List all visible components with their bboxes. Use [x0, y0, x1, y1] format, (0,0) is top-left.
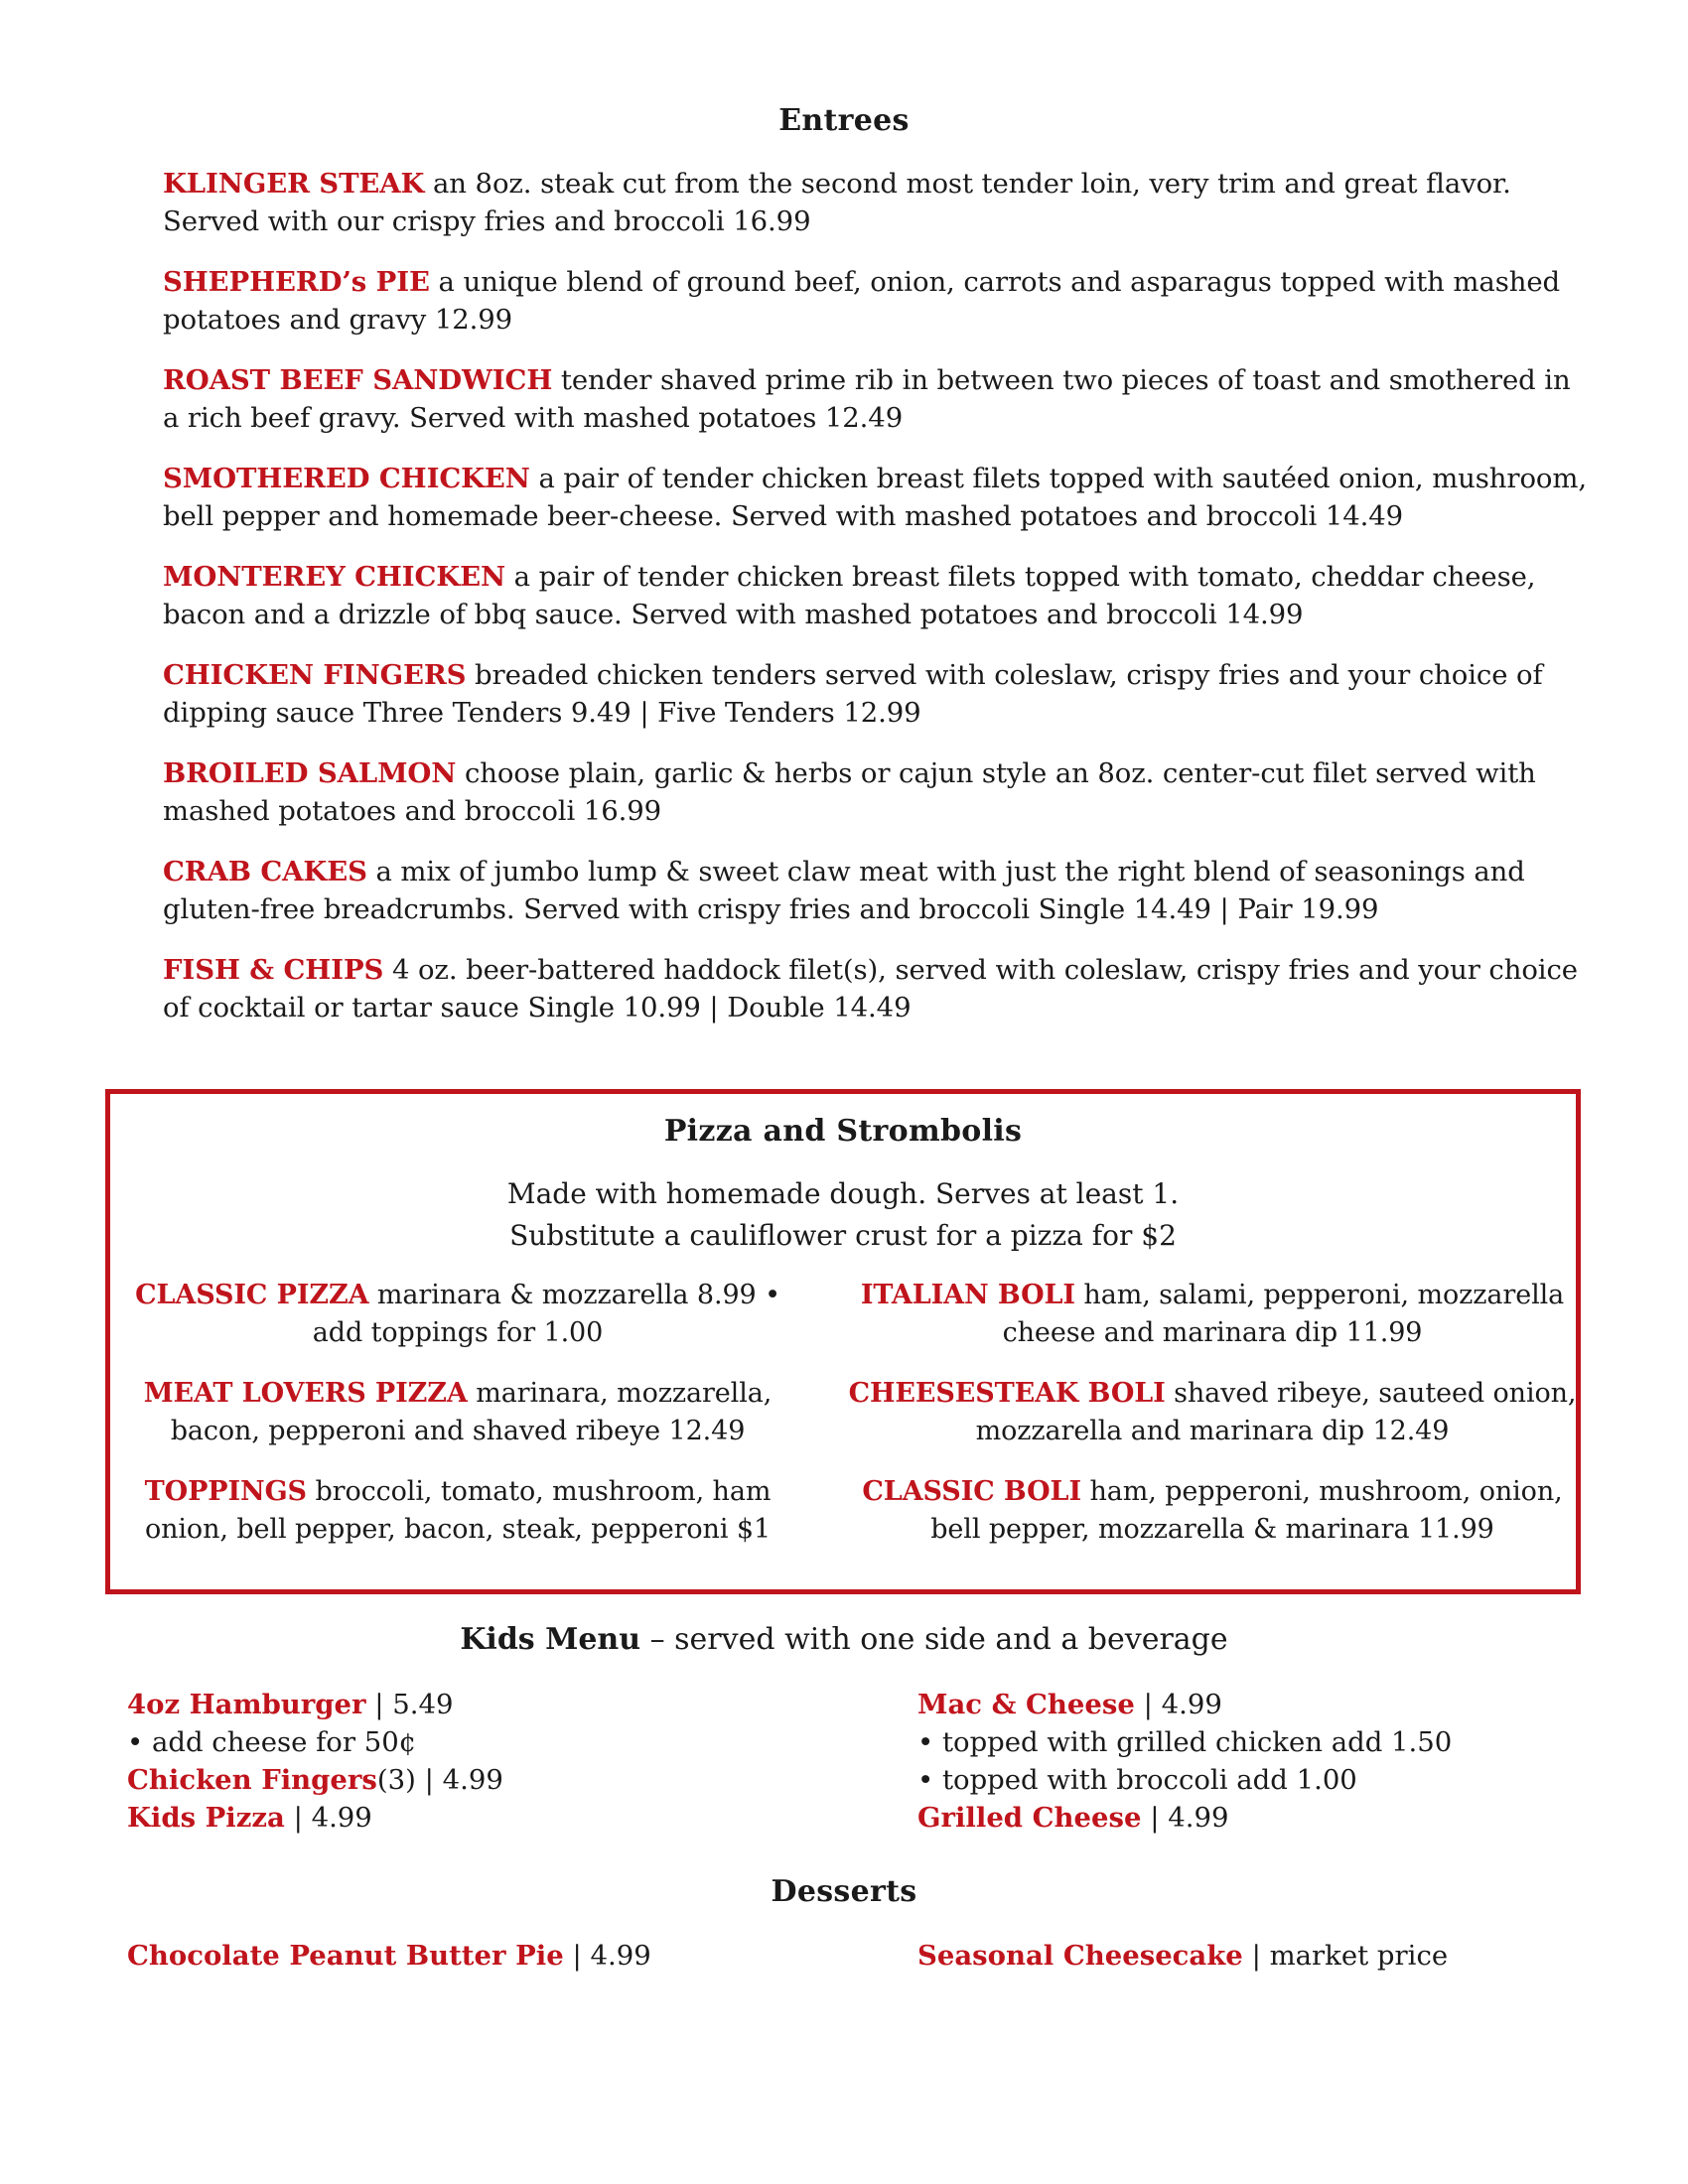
pizza-section-box: [105, 1089, 1581, 1594]
pizza-item-desc: marinara & mozzarella 8.99 • add toppings for 1.00: [312, 1280, 780, 1348]
kids-item-count: (3): [376, 1764, 416, 1796]
dessert-item: [127, 1937, 651, 1975]
boli-item: [843, 1473, 1582, 1549]
boli-item-desc: ham, pepperoni, mushroom, onion, bell pepper, mozzarella & marinara 11.99: [930, 1476, 1563, 1545]
entree-name: FISH & CHIPS: [163, 954, 384, 986]
boli-item-name: CLASSIC BOLI: [862, 1476, 1081, 1507]
entree-name: BROILED SALMON: [163, 757, 457, 789]
pizza-intro-line: Substitute a cauliflower crust for a pizza for $2: [509, 1219, 1177, 1252]
kids-item-name: Chicken Fingers: [127, 1764, 377, 1796]
kids-item-name: 4oz Hamburger: [127, 1689, 366, 1720]
pizza-column-right: [843, 1277, 1582, 1571]
entree-name: ROAST BEEF SANDWICH: [163, 364, 553, 396]
pizza-intro-line: Made with homemade dough. Serves at least 1.: [506, 1177, 1180, 1210]
entree-desc: choose plain, garlic & herbs or cajun style an 8oz. center-cut filet served with mashed potatoes and broccoli 16.99: [163, 757, 1536, 827]
pizza-title: Pizza and Strombolis: [663, 1114, 1023, 1149]
kids-item-price: | 4.99: [1150, 1802, 1229, 1834]
kids-item: [127, 1799, 503, 1837]
kids-menu-heading: [0, 1622, 1688, 1657]
entree-desc: a pair of tender chicken breast filets topped with tomato, cheddar cheese, bacon and a drizzle of bbq sauce. Served with mashed potatoes and broccoli 14.99: [163, 561, 1536, 630]
pizza-item-name: MEAT LOVERS PIZZA: [143, 1378, 468, 1409]
pizza-item: [110, 1473, 805, 1549]
kids-item-price: | 4.99: [424, 1764, 503, 1796]
entree-name: KLINGER STEAK: [163, 168, 425, 200]
entree-item: [163, 460, 1593, 535]
pizza-item: [110, 1277, 805, 1352]
kids-menu-title: Kids Menu: [460, 1622, 641, 1657]
kids-item: [127, 1761, 503, 1799]
entree-name: CHICKEN FINGERS: [163, 659, 467, 691]
kids-item: [917, 1686, 1452, 1723]
pizza-item-desc: broccoli, tomato, mushroom, ham onion, bell pepper, bacon, steak, pepperoni $1: [144, 1476, 772, 1545]
kids-item-name: Kids Pizza: [127, 1802, 285, 1834]
boli-item: [843, 1277, 1582, 1352]
entree-name: MONTEREY CHICKEN: [163, 561, 505, 593]
kids-column-left: [127, 1686, 503, 1837]
entree-item: [163, 263, 1593, 339]
entree-desc: an 8oz. steak cut from the second most tender loin, very trim and great flavor. Served with our crispy fries and broccoli 16.99: [163, 168, 1511, 237]
entree-item: [163, 853, 1593, 928]
pizza-column-left: [110, 1277, 805, 1571]
dessert-item: [917, 1937, 1448, 1975]
boli-item-desc: shaved ribeye, sauteed onion, mozzarella and marinara dip 12.49: [975, 1378, 1577, 1446]
entree-desc: breaded chicken tenders served with coleslaw, crispy fries and your choice of dipping sauce Three Tenders 9.49 | Five Tenders 12.99: [163, 659, 1543, 729]
pizza-item-name: TOPPINGS: [144, 1476, 307, 1507]
entree-name: CRAB CAKES: [163, 856, 367, 887]
dessert-name: Chocolate Peanut Butter Pie: [127, 1940, 564, 1972]
dessert-name: Seasonal Cheesecake: [917, 1940, 1243, 1972]
kids-menu-subtitle: – served with one side and a beverage: [649, 1622, 1228, 1657]
boli-item-name: CHEESESTEAK BOLI: [848, 1378, 1166, 1409]
pizza-intro: [110, 1173, 1576, 1257]
entree-item: [163, 754, 1593, 830]
dessert-price: | 4.99: [572, 1940, 651, 1972]
kids-item-note: • add cheese for 50¢: [127, 1726, 417, 1758]
kids-item-price: | 4.99: [293, 1802, 372, 1834]
entree-name: SMOTHERED CHICKEN: [163, 463, 530, 494]
kids-column-right: [917, 1686, 1452, 1837]
entree-desc: a unique blend of ground beef, onion, carrots and asparagus topped with mashed potatoes and gravy 12.99: [163, 266, 1561, 336]
entree-item: [163, 558, 1593, 633]
dessert-price: | market price: [1251, 1940, 1449, 1972]
entree-item: [163, 165, 1593, 240]
kids-item-name: Mac & Cheese: [917, 1689, 1135, 1720]
entree-item: [163, 656, 1593, 732]
desserts-title: Desserts: [771, 1874, 917, 1909]
entree-desc: a pair of tender chicken breast filets topped with sautéed onion, mushroom, bell pepper and homemade beer-cheese. Served with mashed potatoes and broccoli 14.49: [163, 463, 1587, 532]
entree-item: [163, 361, 1593, 437]
pizza-item-desc: marinara, mozzarella, bacon, pepperoni and shaved ribeye 12.49: [170, 1378, 773, 1446]
kids-item-name: Grilled Cheese: [917, 1802, 1142, 1834]
kids-item: [917, 1799, 1452, 1837]
boli-item-name: ITALIAN BOLI: [860, 1280, 1075, 1310]
pizza-item: [110, 1375, 805, 1450]
entrees-list: [163, 165, 1593, 1049]
entree-desc: a mix of jumbo lump & sweet claw meat with just the right blend of seasonings and gluten-free breadcrumbs. Served with crispy fries and broccoli Single 14.49 | Pair 19.99: [163, 856, 1525, 925]
boli-item: [843, 1375, 1582, 1450]
entree-name: SHEPHERD’s PIE: [163, 266, 430, 298]
pizza-item-name: CLASSIC PIZZA: [135, 1280, 369, 1310]
kids-item-note: • topped with grilled chicken add 1.50: [917, 1726, 1453, 1758]
kids-item: [127, 1686, 503, 1723]
entrees-title: Entrees: [778, 103, 910, 138]
boli-item-desc: ham, salami, pepperoni, mozzarella cheese and marinara dip 11.99: [1002, 1280, 1565, 1348]
kids-item-price: | 5.49: [374, 1689, 454, 1720]
kids-item-note: • topped with broccoli add 1.00: [917, 1764, 1357, 1796]
entree-item: [163, 951, 1593, 1026]
entree-desc: tender shaved prime rib in between two pieces of toast and smothered in a rich beef gravy. Served with mashed potatoes 12.49: [163, 364, 1571, 434]
entree-desc: 4 oz. beer-battered haddock filet(s), served with coleslaw, crispy fries and your choice of cocktail or tartar sauce Single 10.99 | Double 14.49: [163, 954, 1578, 1024]
kids-item-price: | 4.99: [1143, 1689, 1222, 1720]
